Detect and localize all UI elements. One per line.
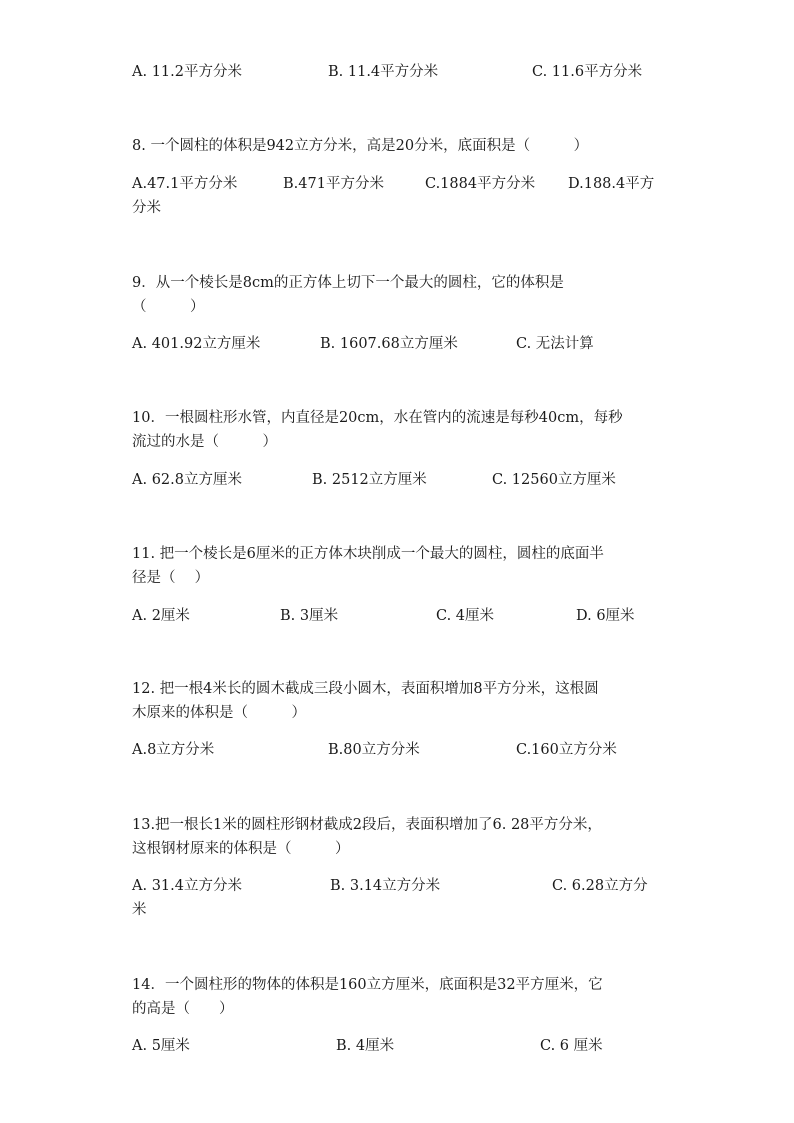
q9-option-b: B. 1607.68立方厘米 <box>320 336 458 352</box>
q10-stem-line2: 流过的水是（ ） <box>132 434 277 450</box>
q9-option-c: C. 无法计算 <box>516 336 594 352</box>
q8-option-b: B.471平方分米 <box>283 176 384 192</box>
q10-option-b: B. 2512立方厘米 <box>312 472 427 488</box>
q13-stem-line1: 13.把一根长1米的圆柱形钢材截成2段后，表面积增加了6. 28平方分米， <box>132 817 602 833</box>
q11-option-a: A. 2厘米 <box>132 608 190 624</box>
q13-stem-line2: 这根钢材原来的体积是（ ） <box>132 841 350 857</box>
q13-option-b: B. 3.14立方分米 <box>330 878 441 894</box>
q12-stem-line1: 12. 把一根4米长的圆木截成三段小圆木，表面积增加8平方分米，这根圆 <box>132 681 599 697</box>
q13-option-a: A. 31.4立方分米 <box>132 878 242 894</box>
q14-option-b: B. 4厘米 <box>336 1038 395 1054</box>
q8-option-d: D.188.4平方 <box>568 176 655 192</box>
q11-option-b: B. 3厘米 <box>280 608 339 624</box>
q11-option-d: D. 6厘米 <box>576 608 635 624</box>
q10-option-c: C. 12560立方厘米 <box>492 472 616 488</box>
q13-option-c: C. 6.28立方分 <box>552 878 648 894</box>
q12-option-a: A.8立方分米 <box>132 742 215 758</box>
q13-option-wrap: 米 <box>132 902 147 918</box>
q12-option-c: C.160立方分米 <box>516 742 617 758</box>
q14-option-a: A. 5厘米 <box>132 1038 190 1054</box>
q7-option-b: B. 11.4平方分米 <box>328 64 439 80</box>
q9-option-a: A. 401.92立方厘米 <box>132 336 261 352</box>
q8-option-a: A.47.1平方分米 <box>132 176 238 192</box>
q8-option-c: C.1884平方分米 <box>425 176 536 192</box>
q14-stem-line1: 14．一个圆柱形的物体的体积是160立方厘米，底面积是32平方厘米，它 <box>132 977 603 993</box>
q12-option-b: B.80立方分米 <box>328 742 420 758</box>
q7-option-a: A. 11.2平方分米 <box>132 64 242 80</box>
q8-option-wrap: 分米 <box>132 200 161 216</box>
q12-stem-line2: 木原来的体积是（ ） <box>132 705 306 721</box>
q7-option-c: C. 11.6平方分米 <box>532 64 643 80</box>
q14-option-c: C. 6 厘米 <box>540 1038 603 1054</box>
q11-option-c: C. 4厘米 <box>436 608 495 624</box>
q11-stem-line2: 径是（ ） <box>132 570 210 586</box>
q10-stem-line1: 10．一根圆柱形水管，内直径是20cm，水在管内的流速是每秒40cm，每秒 <box>132 410 623 426</box>
q14-stem-line2: 的高是（ ） <box>132 1001 234 1017</box>
q11-stem-line1: 11. 把一个棱长是6厘米的正方体木块削成一个最大的圆柱，圆柱的底面半 <box>132 546 604 562</box>
q9-stem-line2: （ ） <box>132 299 205 315</box>
q10-option-a: A. 62.8立方厘米 <box>132 472 242 488</box>
q8-stem: 8. 一个圆柱的体积是942立方分米，高是20分米，底面积是（ ） <box>132 138 589 154</box>
q9-stem-line1: 9．从一个棱长是8cm的正方体上切下一个最大的圆柱，它的体积是 <box>132 275 564 291</box>
